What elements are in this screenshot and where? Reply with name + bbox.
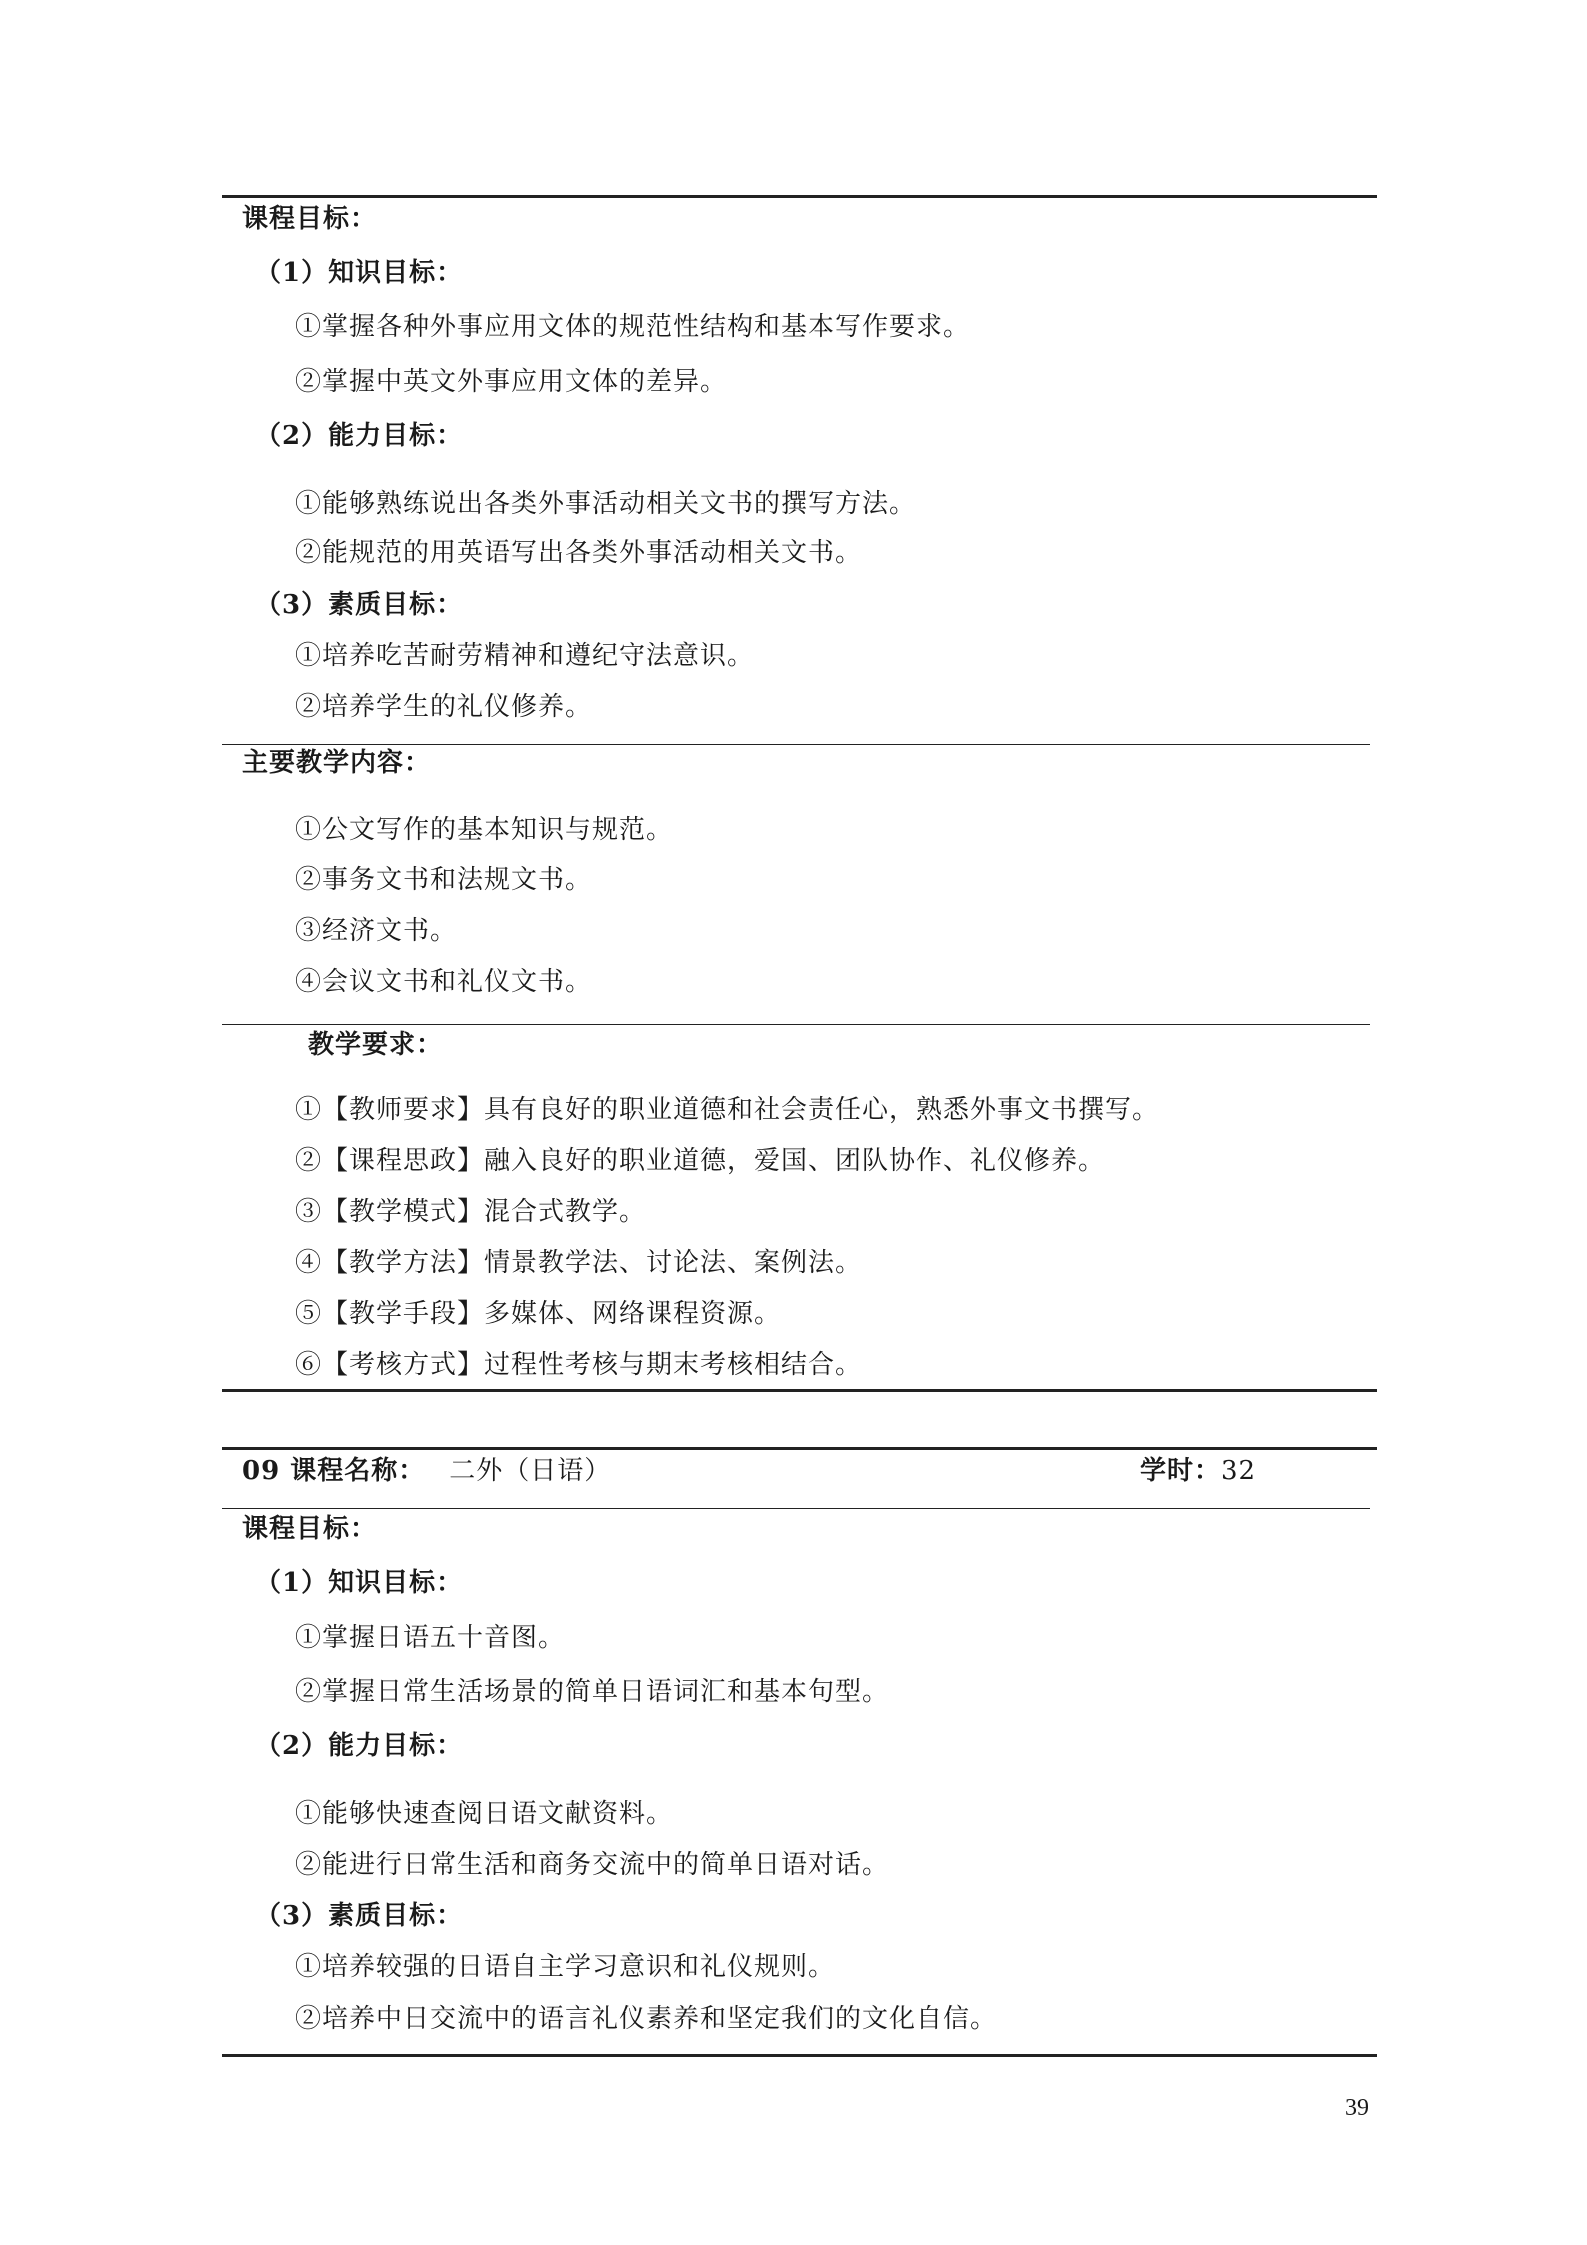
list-item: ②培养中日交流中的语言礼仪素养和坚定我们的文化自信。 bbox=[295, 2004, 998, 2034]
page-number: 39 bbox=[1345, 2095, 1369, 2121]
requirements-title: 教学要求： bbox=[308, 1030, 444, 1060]
top-rule bbox=[222, 195, 1377, 198]
course-title-row bbox=[242, 1454, 611, 1488]
list-item: ⑥【考核方式】过程性考核与期末考核相结合。 bbox=[295, 1350, 863, 1380]
list-item: ③经济文书。 bbox=[295, 916, 458, 946]
list-item: ②培养学生的礼仪修养。 bbox=[295, 692, 593, 722]
list-item: ①掌握各种外事应用文体的规范性结构和基本写作要求。 bbox=[295, 312, 971, 342]
list-item: ②【课程思政】融入良好的职业道德，爱国、团队协作、礼仪修养。 bbox=[295, 1146, 1106, 1176]
bottom-rule bbox=[222, 1389, 1377, 1392]
list-item: ⑤【教学手段】多媒体、网络课程资源。 bbox=[295, 1299, 782, 1329]
hours-label: 学时： bbox=[1140, 1456, 1222, 1486]
list-item: ①培养吃苦耐劳精神和遵纪守法意识。 bbox=[295, 641, 755, 671]
hours-value: 32 bbox=[1221, 1456, 1257, 1486]
list-item: ②能进行日常生活和商务交流中的简单日语对话。 bbox=[295, 1850, 890, 1880]
course-name: 二外（日语） bbox=[449, 1456, 612, 1486]
top-rule bbox=[222, 1447, 1377, 1450]
list-item: ①【教师要求】具有良好的职业道德和社会责任心，熟悉外事文书撰写。 bbox=[295, 1095, 1160, 1125]
list-item: ①公文写作的基本知识与规范。 bbox=[295, 815, 674, 845]
ability-goal-label: （2）能力目标： bbox=[255, 421, 464, 451]
list-item: ①掌握日语五十音图。 bbox=[295, 1623, 566, 1653]
list-item: ④会议文书和礼仪文书。 bbox=[295, 967, 593, 997]
list-item: ②掌握中英文外事应用文体的差异。 bbox=[295, 367, 728, 397]
ability-goal-label: （2）能力目标： bbox=[255, 1731, 464, 1761]
list-item: ④【教学方法】情景教学法、讨论法、案例法。 bbox=[295, 1248, 863, 1278]
knowledge-goal-label: （1）知识目标： bbox=[255, 258, 464, 288]
list-item: ①培养较强的日语自主学习意识和礼仪规则。 bbox=[295, 1952, 836, 1982]
list-item: ②能规范的用英语写出各类外事活动相关文书。 bbox=[295, 538, 863, 568]
divider bbox=[222, 1024, 1370, 1025]
knowledge-goal-label: （1）知识目标： bbox=[255, 1568, 464, 1598]
content-title: 主要教学内容： bbox=[242, 748, 432, 778]
divider bbox=[222, 744, 1370, 745]
list-item: ②事务文书和法规文书。 bbox=[295, 865, 593, 895]
list-item: ①能够快速查阅日语文献资料。 bbox=[295, 1799, 674, 1829]
course-name-label: 09 课程名称： bbox=[242, 1456, 426, 1486]
list-item: ③【教学模式】混合式教学。 bbox=[295, 1197, 647, 1227]
goals-title: 课程目标： bbox=[242, 1514, 378, 1544]
bottom-rule bbox=[222, 2054, 1377, 2057]
quality-goal-label: （3）素质目标： bbox=[255, 1901, 464, 1931]
divider bbox=[222, 1508, 1370, 1509]
goals-title: 课程目标： bbox=[242, 204, 378, 234]
list-item: ②掌握日常生活场景的简单日语词汇和基本句型。 bbox=[295, 1677, 890, 1707]
list-item: ①能够熟练说出各类外事活动相关文书的撰写方法。 bbox=[295, 489, 917, 519]
course-hours bbox=[1140, 1454, 1256, 1488]
quality-goal-label: （3）素质目标： bbox=[255, 590, 464, 620]
